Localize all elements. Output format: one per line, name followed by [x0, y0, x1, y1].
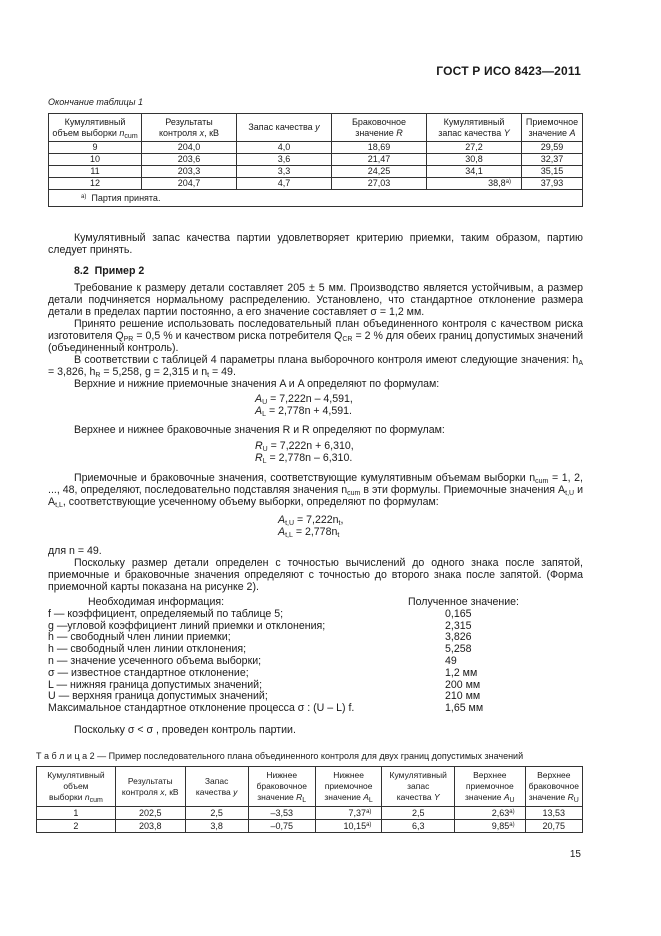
- col-header: Приемочное значение A: [522, 114, 583, 142]
- list-item: g —угловой коэффициент линий приемки и отклонения; 2,315: [48, 619, 472, 632]
- cell: 4,0: [237, 142, 332, 154]
- cell: 35,15: [522, 166, 583, 178]
- cell-value: 38,8: [488, 178, 506, 188]
- cell: 4,7: [237, 178, 332, 190]
- cell: 37,93: [522, 178, 583, 190]
- cell: 3,6: [237, 154, 332, 166]
- table-footnote: [49, 190, 583, 207]
- cell: 24,25: [332, 166, 427, 178]
- formula-a-upper: $A_U = 7,222n - 4,591$,: [255, 393, 353, 406]
- cell: 6,3: [382, 820, 455, 833]
- table1-caption: Окончание таблицы 1: [48, 97, 143, 107]
- cell: –3,53: [248, 807, 315, 820]
- cell: 13,53: [525, 807, 582, 820]
- footnote-mark: а): [505, 179, 511, 185]
- list-item: h — свободный член линии отклонения; 5,258: [48, 643, 472, 656]
- cell: 3,8: [185, 820, 248, 833]
- col-header: Запас качества y: [185, 767, 248, 807]
- paragraph-6: Приемочные и браковочные значения, соответствующие кумулятивным объемам выборки $n_{cum} = 1$, 2, ..., 48, определяют, последовательно подставляя значения $n_{cum}$ в эти формулы. Приемочные значения $A_{t,U}$ и $A_{t,L}$, соответствующие усеченному объему выборки, определяют по формулам:: [48, 472, 583, 509]
- formula-r-lower: $R_L = 2,778n - 6,310$.: [255, 452, 353, 465]
- cell: 11: [49, 166, 142, 178]
- col-header: Кумулятивный объем выборки $n_{cum}$: [37, 767, 116, 807]
- list-item: h — свободный член линии приемки; 3,826: [48, 631, 472, 644]
- table-footnote-row: [49, 190, 583, 207]
- cell: 12: [49, 178, 142, 190]
- table-row: [49, 166, 583, 178]
- paragraph-7: для n = 49.: [48, 545, 102, 557]
- formula-at-lower: $A_{t,L} = 2,778n_t$: [278, 526, 340, 539]
- footnote-mark: а): [81, 193, 87, 200]
- col-header: Кумулятивный запас качества Y: [382, 767, 455, 807]
- cell: 3,3: [237, 166, 332, 178]
- cell: 1: [37, 807, 116, 820]
- col-header: Результаты контроля x, кВ: [142, 114, 237, 142]
- list-item: n — значение усеченного объема выборки; 49: [48, 654, 457, 667]
- cell: $10,15^{а)}$: [315, 820, 382, 833]
- list-item: U — верхняя граница допустимых значений; 210 мм: [48, 690, 481, 703]
- cell: 203,8: [115, 820, 185, 833]
- formula-at-upper: $A_{t,U} = 7,222n_t$,: [278, 514, 344, 527]
- cell: 203,6: [142, 154, 237, 166]
- paragraph-1: Требование к размеру детали составляет 205 ± 5 мм. Производство является устойчивым, а размер детали подчиняется нормальному распределению. Установлено, что стандартное отклонение размера детали в пределах партии постоянно, а его значение составляет σ = 1,2 мм.: [48, 282, 583, 318]
- cell: 10: [49, 154, 142, 166]
- col-header: Запас качества y: [237, 114, 332, 142]
- cell: 204,7: [142, 178, 237, 190]
- col-header: Верхнее приемочное значение $A_U$: [455, 767, 526, 807]
- col-header: Браковочное значение R: [332, 114, 427, 142]
- list-item: L — нижняя граница допустимых значений; 200 мм: [48, 678, 481, 691]
- table-header-row: [49, 114, 583, 142]
- formula-a-lower: $A_L = 2,778n + 4,591$.: [255, 405, 352, 418]
- page-number: 15: [569, 849, 581, 860]
- col-header: Кумулятивный объем выборки $n_{cum}$: [49, 114, 142, 142]
- list-item: f — коэффициент, определяемый по таблице 5; 0,165: [48, 607, 472, 620]
- table-row: [37, 807, 583, 820]
- footnote-mark: а): [366, 822, 372, 828]
- footnote-mark: а): [366, 809, 372, 815]
- formula-r-upper: $R_U = 7,222n + 6,310$,: [255, 440, 354, 453]
- section-heading: [74, 265, 144, 277]
- cell: 2,5: [382, 807, 455, 820]
- cell: 32,37: [522, 154, 583, 166]
- paragraph-4: Верхние и нижние приемочные значения A и A определяют по формулам:: [74, 378, 440, 390]
- cell: 18,69: [332, 142, 427, 154]
- cell: $7,37^{а)}$: [315, 807, 382, 820]
- section-number: 8.2: [74, 265, 89, 277]
- table-header-row: [37, 767, 583, 807]
- table2-caption: Т а б л и ц а 2 — Пример последовательного плана объединенного контроля для двух границ допустимых значений: [36, 751, 524, 761]
- paragraph-8: Поскольку размер детали определен с точностью вычислений до одного знака после запятой, приемочные и браковочные значения определяют с точностью до второго знака после запятой. (Форма приемочной карты показана на рисунке 2).: [48, 557, 583, 593]
- cell: 27,2: [427, 142, 522, 154]
- table2: [36, 766, 583, 833]
- paragraph-2: Принято решение использовать последовательный план объединенного контроля с качеством риска изготовителя $Q_{PR} = 0,5$ % и качеством риска потребителя $Q_{CR} = 2$ % для обеих границ допустимых значений (объединенный контроль).: [48, 318, 583, 354]
- cell: 21,47: [332, 154, 427, 166]
- cell: 202,5: [115, 807, 185, 820]
- cell: [427, 178, 522, 190]
- table-row: [49, 142, 583, 154]
- col-header: Результаты контроля x, кВ: [115, 767, 185, 807]
- cell: 34,1: [427, 166, 522, 178]
- cell: 203,3: [142, 166, 237, 178]
- footnote-mark: а): [509, 809, 515, 815]
- cell: 2,5: [185, 807, 248, 820]
- cell: $2,63^{а)}$: [455, 807, 526, 820]
- cell: 20,75: [525, 820, 582, 833]
- table-row: [49, 178, 583, 190]
- paragraph-5: Верхнее и нижнее браковочные значения R и R определяют по формулам:: [74, 424, 445, 436]
- footnote-mark: а): [509, 822, 515, 828]
- paragraph-3: В соответствии с таблицей 4 параметры плана выборочного контроля имеют следующие значения: $h_A = 3,826$, $h_R = 5,258$, g = 2,315 и $n_t = 49$.: [48, 354, 583, 379]
- cell: –0,75: [248, 820, 315, 833]
- list-item: σ — известное стандартное отклонение; 1,2 мм: [48, 666, 478, 679]
- standard-header: ГОСТ Р ИСО 8423—2011: [436, 64, 581, 78]
- cell: 204,0: [142, 142, 237, 154]
- info-list: [48, 597, 583, 715]
- table1: [48, 113, 583, 207]
- cell: 29,59: [522, 142, 583, 154]
- cell: 30,8: [427, 154, 522, 166]
- cell: 2: [37, 820, 116, 833]
- paragraph-accept: Кумулятивный запас качества партии удовлетворяет критерию приемки, таким образом, партию следует принять.: [48, 232, 583, 256]
- col-header: Нижнее браковочное значение $R_L$: [248, 767, 315, 807]
- table-row: [49, 154, 583, 166]
- col-header: Нижнее приемочное значение $A_L$: [315, 767, 382, 807]
- cell: 27,03: [332, 178, 427, 190]
- col-header: Верхнее браковочное значение $R_U$: [525, 767, 582, 807]
- footnote-text: Партия принята.: [91, 192, 161, 203]
- table-row: [37, 820, 583, 833]
- cell: $9,85^{а)}$: [455, 820, 526, 833]
- list-item: Максимальное стандартное отклонение процесса σ : (U – L) f. 1,65 мм: [48, 702, 484, 715]
- cell: 9: [49, 142, 142, 154]
- col-header: Кумулятивный запас качества Y: [427, 114, 522, 142]
- paragraph-9: Поскольку σ < σ , проведен контроль партии.: [74, 724, 296, 736]
- section-title: Пример 2: [94, 265, 145, 277]
- info-header: Необходимая информация: Полученное значение:: [88, 596, 519, 608]
